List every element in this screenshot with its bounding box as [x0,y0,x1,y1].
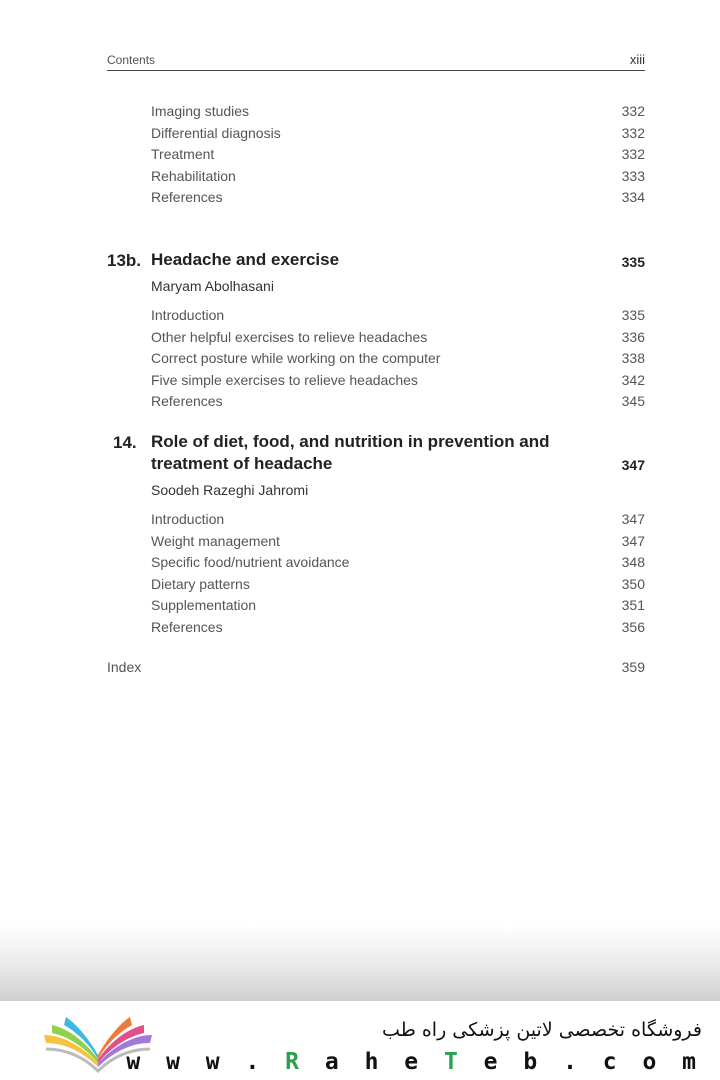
toc-entry[interactable] [151,372,645,392]
toc-entry[interactable] [151,168,645,188]
toc-entry-page: 333 [621,168,645,184]
chapter-title-line-1[interactable]: Role of diet, food, and nutrition in prevention and [151,432,550,451]
toc-entry-title: Introduction [151,511,225,527]
toc-entry-page: 334 [621,189,645,205]
toc-entry-page: 345 [621,393,645,409]
toc-entry[interactable] [151,146,645,166]
toc-entry-page: 336 [621,329,645,345]
toc-entry[interactable] [151,125,645,145]
toc-entry[interactable] [151,329,645,349]
toc-entry-title: Weight management [151,533,280,549]
toc-entry-page: 347 [621,511,645,527]
index-page: 359 [621,659,645,675]
toc-entry-title: Imaging studies [151,103,250,119]
index-label: Index [107,659,142,675]
toc-entry-title: References [151,619,223,635]
toc-entry-title: Treatment [151,146,215,162]
page-shadow [0,925,720,1001]
toc-entry[interactable] [151,554,645,574]
toc-entry-title: Supplementation [151,597,257,613]
watermark-footer [0,1001,720,1080]
toc-entry-title: Dietary patterns [151,576,250,592]
chapter-title-line-2[interactable]: treatment of headache [151,454,333,473]
toc-entry-page: 332 [621,146,645,162]
toc-entry-page: 342 [621,372,645,388]
toc-entry-title: References [151,189,223,205]
toc-entry-title: Five simple exercises to relieve headaches [151,372,418,388]
toc-entry[interactable] [151,189,645,209]
toc-entry-title: Correct posture while working on the computer [151,350,441,366]
toc-entry-page: 350 [621,576,645,592]
running-head-title: Contents [107,53,156,67]
toc-entry-page: 348 [621,554,645,570]
chapter-title[interactable]: Headache and exercise [151,250,340,269]
chapter-number: 13b. [107,251,142,270]
toc-entry-page: 332 [621,103,645,119]
toc-entry-page: 332 [621,125,645,141]
toc-entry-title: Rehabilitation [151,168,236,184]
chapter-page: 335 [621,254,645,270]
toc-entry-title: Specific food/nutrient avoidance [151,554,350,570]
toc-entry[interactable] [151,307,645,327]
toc-entry-title: Other helpful exercises to relieve headaches [151,329,428,345]
toc-entry-page: 351 [621,597,645,613]
store-name: فروشگاه تخصصی لاتین پزشکی راه طب [382,1019,702,1041]
toc-entry-title: References [151,393,223,409]
toc-entry[interactable] [151,350,645,370]
toc-entry-page: 356 [621,619,645,635]
chapter-page: 347 [621,457,645,473]
toc-entry[interactable] [151,103,645,123]
toc-entry[interactable] [151,576,645,596]
toc-entry[interactable] [151,533,645,553]
toc-entry-page: 347 [621,533,645,549]
toc-entry-title: Introduction [151,307,225,323]
toc-entry[interactable] [151,619,645,639]
store-website-url[interactable]: w w w . R a h e T e b . c o m [126,1049,702,1075]
toc-entry-page: 338 [621,350,645,366]
toc-entry-page: 335 [621,307,645,323]
toc-entry-title: Differential diagnosis [151,125,281,141]
toc-entry[interactable] [151,393,645,413]
running-head [107,52,645,71]
page-number-roman: xiii [629,52,645,67]
toc-entry[interactable] [151,511,645,531]
chapter-author: Maryam Abolhasani [151,278,274,294]
chapter-number: 14. [113,433,137,452]
chapter-author: Soodeh Razeghi Jahromi [151,482,309,498]
toc-index-entry[interactable] [107,659,645,679]
toc-entry[interactable] [151,597,645,617]
